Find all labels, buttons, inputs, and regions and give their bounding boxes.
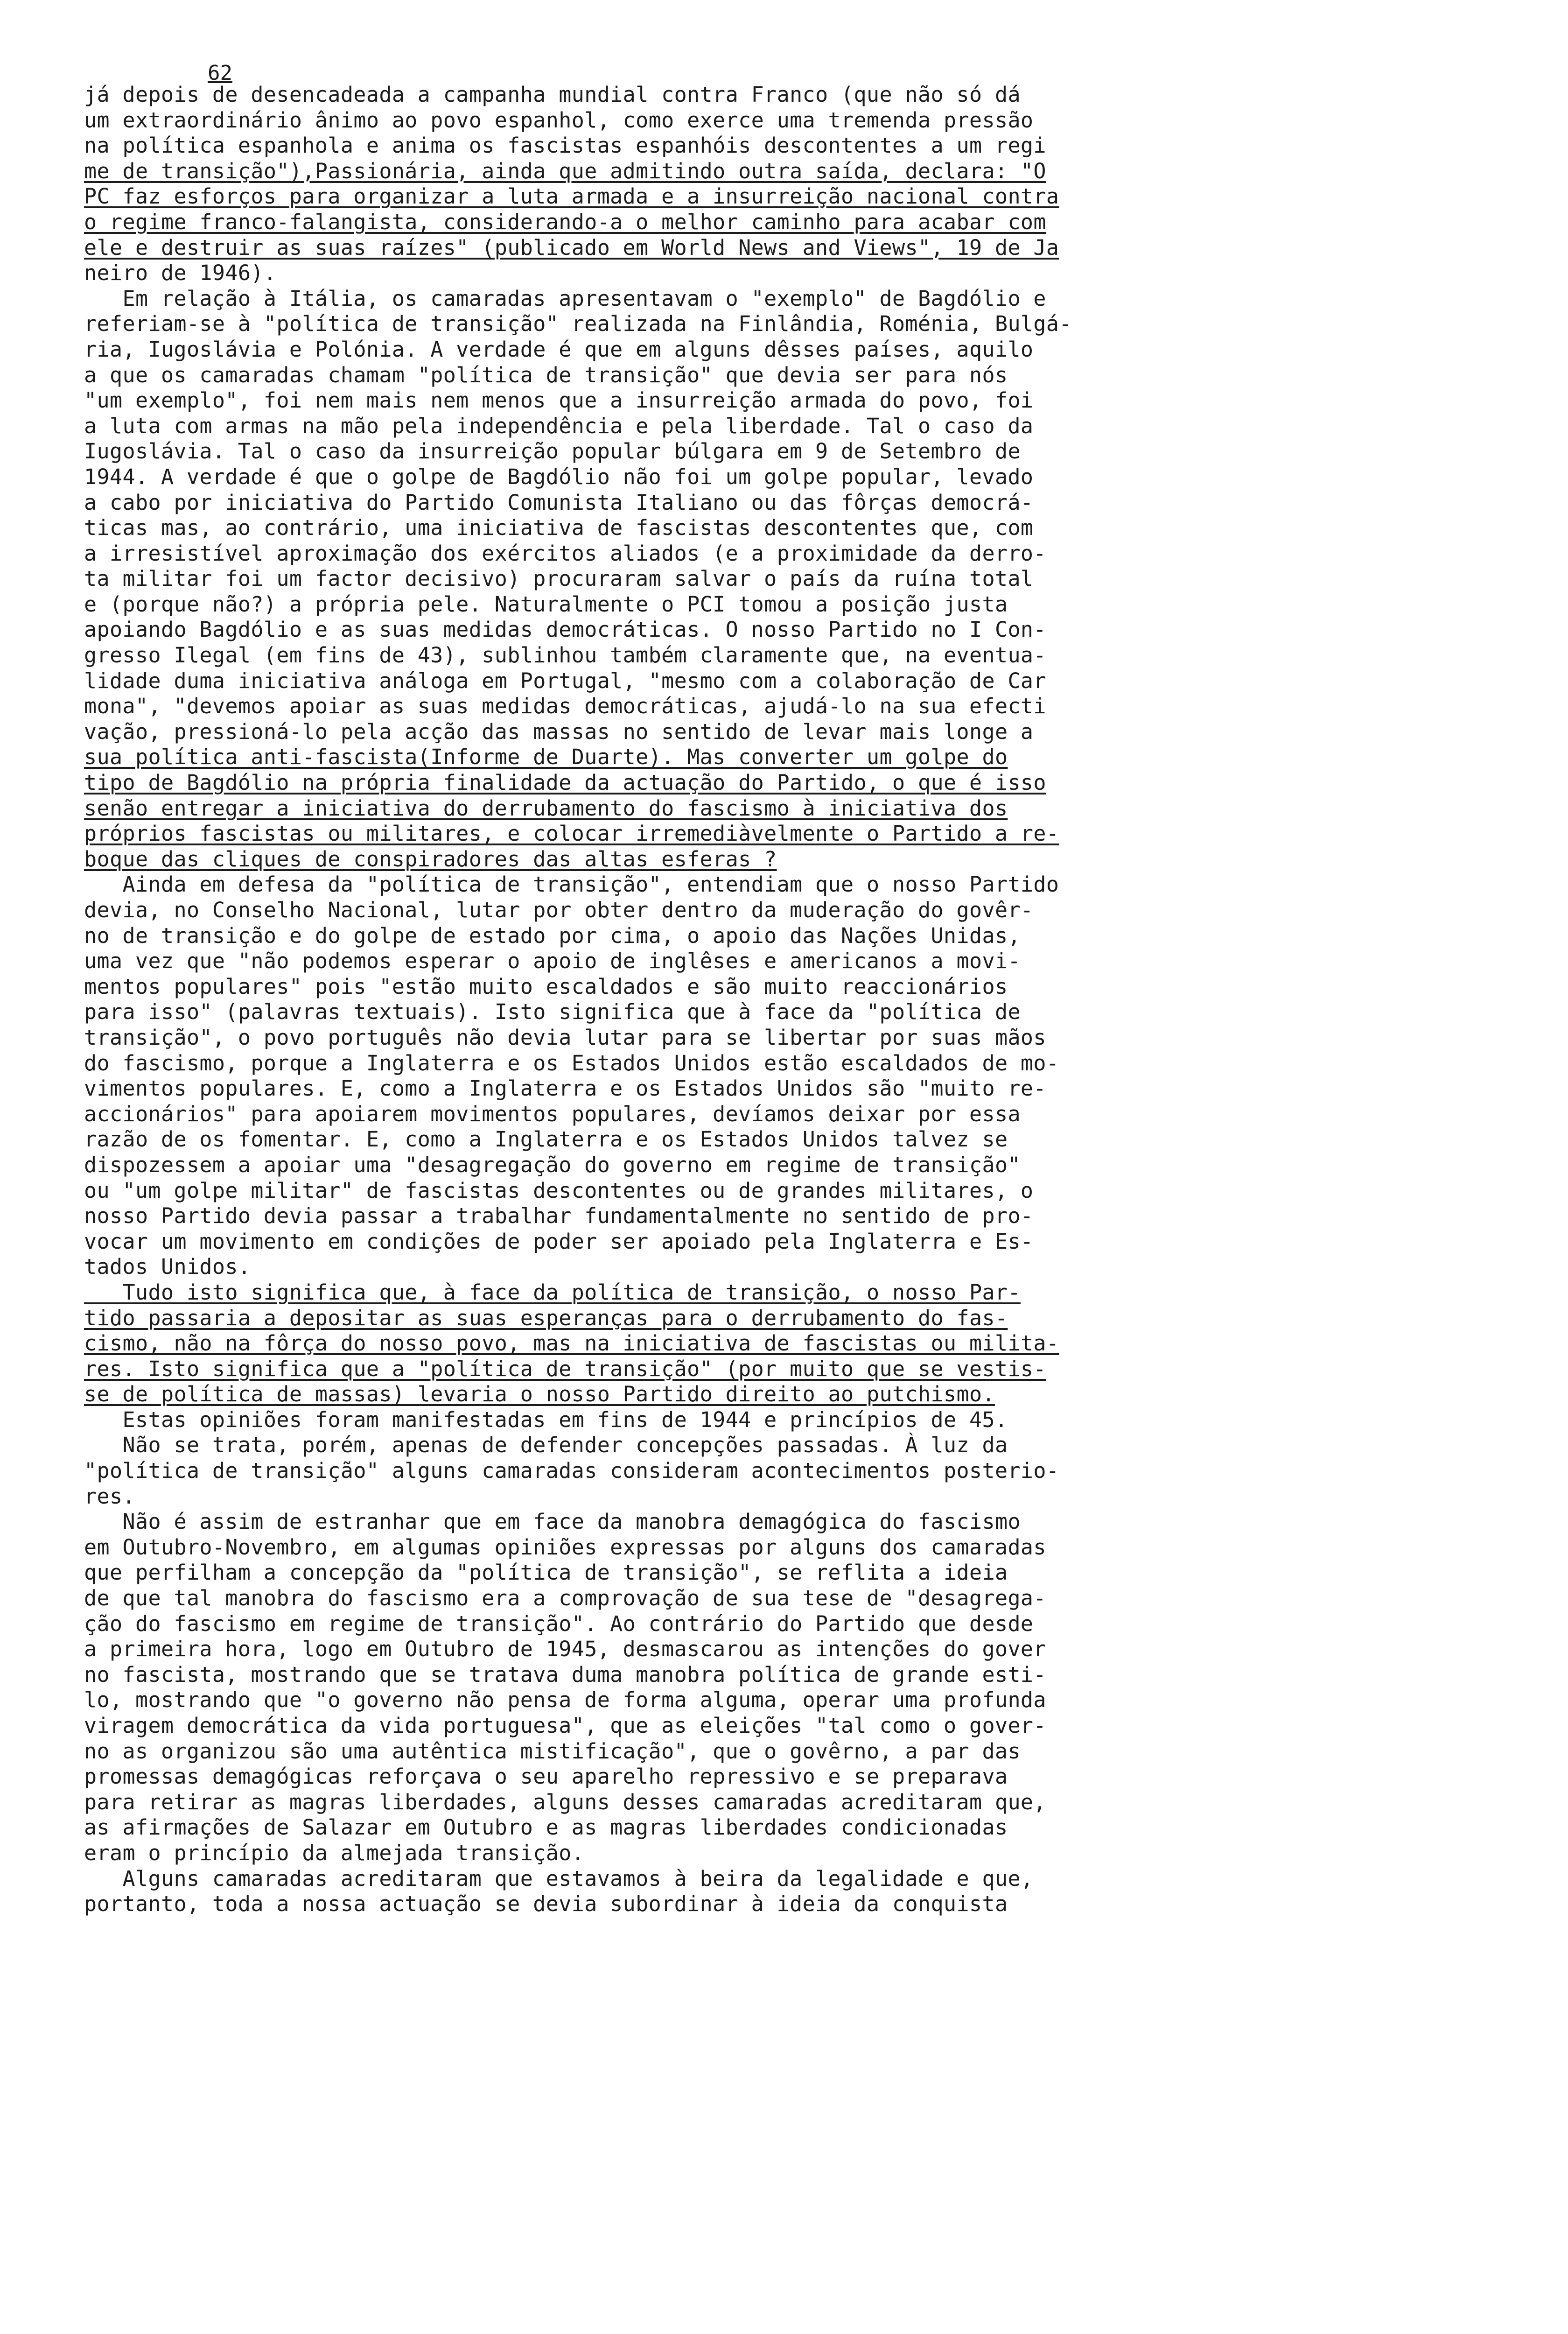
text-line: me de transição"),Passionária, ainda que admitindo outra saída, declara: "O [84, 158, 1046, 183]
text-line: tipo de Bagdólio na própria finalidade da actuação do Partido, o que é isso [84, 770, 1046, 795]
text-line: devia, no Conselho Nacional, lutar por obter dentro da muderação do govêr- [84, 898, 1034, 922]
text-line: "política de transição" alguns camaradas consideram acontecimentos posterio- [84, 1458, 1059, 1483]
text-line: cismo, não na fôrça do nosso povo, mas na iniciativa de fascistas ou milita- [84, 1331, 1059, 1356]
text-line: Não é assim de estranhar que em face da manobra demagógica do fascismo [84, 1509, 1021, 1534]
text-line: eram o princípio da almejada transição. [84, 1840, 585, 1865]
text-line: a cabo por iniciativa do Partido Comunista Italiano ou das fôrças democrá- [84, 490, 1034, 515]
text-line: ta militar foi um factor decisivo) procuraram salvar o país da ruína total [84, 566, 1034, 591]
text-line: mentos populares" pois "estão muito escaldados e são muito reaccionários [84, 974, 1008, 999]
text-line: ou "um golpe militar" de fascistas descontentes ou de grandes militares, o [84, 1178, 1034, 1203]
text-line: uma vez que "não podemos esperar o apoio de inglêses e americanos a movi- [84, 949, 1021, 974]
text-line: a primeira hora, logo em Outubro de 1945, desmascarou as intenções do gover [84, 1637, 1046, 1662]
text-line: próprios fascistas ou militares, e colocar irremediàvelmente o Partido a re- [84, 821, 1059, 846]
text-line: se de política de massas) levaria o nosso Partido direito ao putchismo. [84, 1382, 995, 1407]
text-line: no fascista, mostrando que se tratava duma manobra política de grande esti- [84, 1662, 1046, 1687]
text-line: a irresistível aproximação dos exércitos aliados (e a proximidade da derro- [84, 541, 1046, 566]
text-line: referiam-se à "política de transição" realizada na Finlândia, Roménia, Bulgá- [84, 311, 1072, 337]
text-line: 1944. A verdade é que o golpe de Bagdólio não foi um golpe popular, levado [84, 464, 1034, 489]
text-line: na política espanhola e anima os fascistas espanhóis descontentes a um regi [84, 133, 1046, 158]
text-line: as afirmações de Salazar em Outubro e as magras liberdades condicionadas [84, 1815, 1008, 1840]
text-line: nosso Partido devia passar a trabalhar fundamentalmente no sentido de pro- [84, 1203, 1034, 1229]
text-line: para retirar as magras liberdades, alguns desses camaradas acreditaram que, [84, 1789, 1046, 1814]
text-line: apoiando Bagdólio e as suas medidas democráticas. O nosso Partido no I Con- [84, 617, 1046, 642]
text-line: ria, Iugoslávia e Polónia. A verdade é que em alguns dêsses países, aquilo [84, 337, 1034, 362]
text-line: a que os camaradas chamam "política de transição" que devia ser para nós [84, 362, 1008, 387]
text-line: gresso Ilegal (em fins de 43), sublinhou também claramente que, na eventua- [84, 643, 1046, 668]
text-line: ele e destruir as suas raízes" (publicado em World News and Views", 19 de Ja [84, 235, 1059, 260]
text-line: vocar um movimento em condições de poder ser apoiado pela Inglaterra e Es- [84, 1229, 1034, 1254]
text-line: vimentos populares. E, como a Inglaterra e os Estados Unidos são "muito re- [84, 1076, 1046, 1101]
text-line: a luta com armas na mão pela independência e pela liberdade. Tal o caso da [84, 413, 1034, 438]
text-line: mona", "devemos apoiar as suas medidas democráticas, ajudá-lo na sua efecti [84, 694, 1046, 719]
text-line: em Outubro-Novembro, em algumas opiniões expressas por alguns dos camaradas [84, 1534, 1046, 1560]
text-line: senão entregar a iniciativa do derrubamento do fascismo à iniciativa dos [84, 795, 1008, 821]
text-line: Alguns camaradas acreditaram que estavamos à beira da legalidade e que, [84, 1866, 1034, 1891]
text-line: no de transição e do golpe de estado por cima, o apoio das Nações Unidas, [84, 923, 1021, 948]
text-line: no as organizou são uma autêntica mistificação", que o govêrno, a par das [84, 1738, 1021, 1764]
text-line: portanto, toda a nossa actuação se devia subordinar à ideia da conquista [84, 1891, 1008, 1917]
text-line: Ainda em defesa da "política de transição", entendiam que o nosso Partido [84, 872, 1059, 897]
text-line: sua política anti-fascista(Informe de Duarte). Mas converter um golpe do [84, 745, 1008, 770]
text-line: transição", o povo português não devia lutar para se libertar por suas mãos [84, 1025, 1046, 1050]
text-line: tados Unidos. [84, 1254, 251, 1279]
text-line: razão de os fomentar. E, como a Inglaterra e os Estados Unidos talvez se [84, 1127, 1008, 1152]
text-line: neiro de 1946). [84, 260, 277, 286]
text-line: do fascismo, porque a Inglaterra e os Estados Unidos estão escaldados de mo- [84, 1050, 1059, 1076]
text-line: que perfilham a concepção da "política de transição", se reflita a ideia [84, 1560, 1008, 1585]
body-text [84, 82, 1489, 1917]
text-line: Em relação à Itália, os camaradas apresentavam o "exemplo" de Bagdólio e [84, 286, 1046, 311]
document-page [84, 61, 1489, 2334]
text-line: vação, pressioná-lo pela acção das massas no sentido de levar mais longe a [84, 719, 1034, 744]
text-line: res. Isto significa que a "política de transição" (por muito que se vestis- [84, 1356, 1046, 1381]
text-line: viragem democrática da vida portuguesa", que as eleições "tal como o gover- [84, 1713, 1046, 1738]
text-line: ticas mas, ao contrário, uma iniciativa de fascistas descontentes que, com [84, 515, 1034, 541]
text-line: Estas opiniões foram manifestadas em fins de 1944 e princípios de 45. [84, 1407, 1008, 1432]
text-line: o regime franco-falangista, considerando-a o melhor caminho para acabar com [84, 209, 1046, 234]
text-line: res. [84, 1483, 135, 1509]
text-line: boque das cliques de conspiradores das altas esferas ? [84, 846, 777, 872]
page-number: 62 [208, 61, 232, 85]
text-line: accionários" para apoiarem movimentos populares, devíamos deixar por essa [84, 1101, 1021, 1126]
text-line: um extraordinário ânimo ao povo espanhol, como exerce uma tremenda pressão [84, 107, 1034, 133]
text-line: promessas demagógicas reforçava o seu aparelho repressivo e se preparava [84, 1764, 1008, 1789]
text-line: para isso" (palavras textuais). Isto significa que à face da "política de [84, 999, 1021, 1025]
text-line: PC faz esforços para organizar a luta armada e a insurreição nacional contra [84, 184, 1059, 209]
text-line: Iugoslávia. Tal o caso da insurreição popular búlgara em 9 de Setembro de [84, 439, 1021, 464]
text-line: dispozessem a apoiar uma "desagregação do governo em regime de transição" [84, 1152, 1021, 1177]
text-line: de que tal manobra do fascismo era a comprovação de sua tese de "desagrega- [84, 1586, 1046, 1611]
text-line: lidade duma iniciativa análoga em Portugal, "mesmo com a colaboração de Car [84, 668, 1046, 693]
text-line: "um exemplo", foi nem mais nem menos que a insurreição armada do povo, foi [84, 388, 1034, 413]
text-line: Tudo isto significa que, à face da política de transição, o nosso Par- [84, 1279, 1021, 1305]
text-line: lo, mostrando que "o governo não pensa de forma alguma, operar uma profunda [84, 1687, 1046, 1713]
text-line: tido passaria a depositar as suas esperanças para o derrubamento do fas- [84, 1305, 1008, 1330]
text-line: e (porque não?) a própria pele. Naturalmente o PCI tomou a posição justa [84, 591, 1008, 617]
text-line: Não se trata, porém, apenas de defender concepções passadas. À luz da [84, 1433, 1008, 1458]
text-line: já depois de desencadeada a campanha mundial contra Franco (que não só dá [84, 82, 1021, 107]
text-line: ção do fascismo em regime de transição". Ao contrário do Partido que desde [84, 1611, 1034, 1636]
